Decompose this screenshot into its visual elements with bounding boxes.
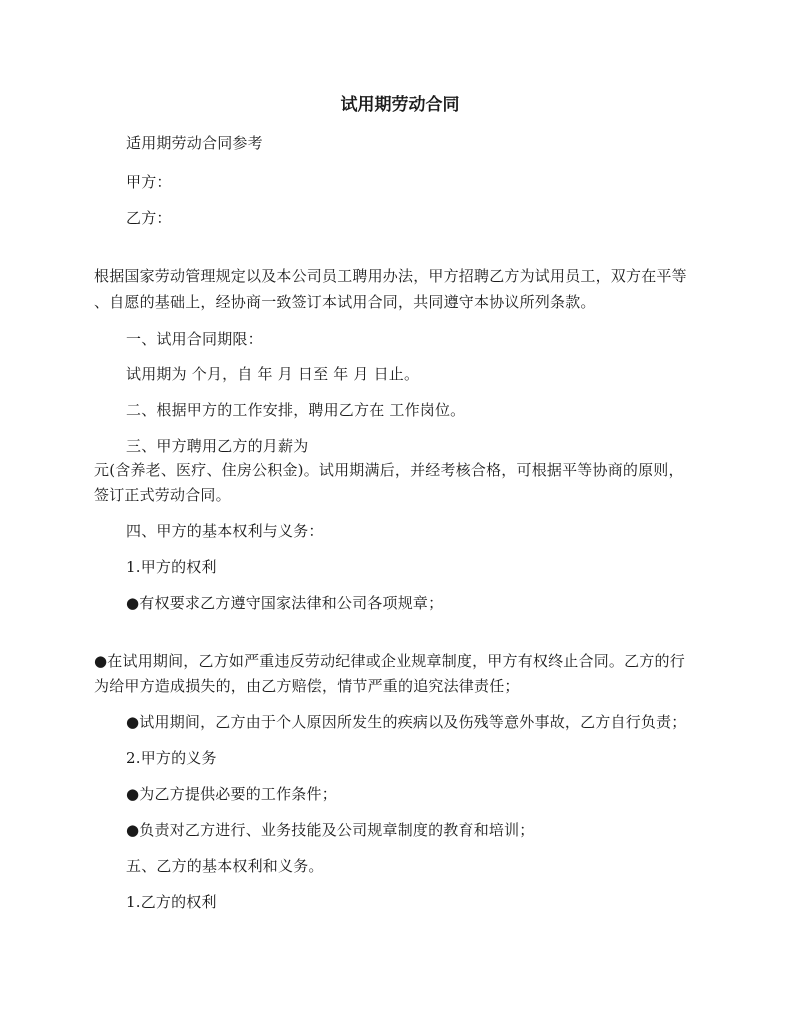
list-item: ●负责对乙方进行、业务技能及公司规章制度的教育和培训； [126,821,535,839]
list-item: ●为乙方提供必要的工作条件； [126,785,337,803]
subsection-heading: 1.甲方的权利 [126,558,217,576]
list-item: ●试用期间，乙方由于个人原因所发生的疾病以及伤残等意外事故，乙方自行负责； [126,713,687,731]
intro-paragraph-line: 根据国家劳动管理规定以及本公司员工聘用办法，甲方招聘乙方为试用员工，双方在平等 [94,267,687,285]
section-heading: 三、甲方聘用乙方的月薪为 [126,437,309,455]
party-b-label: 乙方： [126,209,172,227]
list-item: ●有权要求乙方遵守国家法律和公司各项规章； [126,594,444,612]
list-item: ●在试用期间，乙方如严重违反劳动纪律或企业规章制度，甲方有权终止合同。乙方的行 [94,652,685,670]
document-title: 试用期劳动合同 [340,95,460,115]
subsection-heading: 2.甲方的义务 [126,749,217,767]
section-heading: 五、乙方的基本权利和义务。 [126,857,324,875]
paragraph-line: 元(含养老、医疗、住房公积金)。试用期满后，并经考核合格，可根据平等协商的原则， [94,461,684,479]
party-a-label: 甲方： [126,173,172,191]
section-heading: 二、根据甲方的工作安排，聘用乙方在 工作岗位。 [126,401,466,419]
document-subtitle: 适用期劳动合同参考 [126,134,263,152]
section-heading: 一、试用合同期限： [126,330,263,348]
list-item-continuation: 为给甲方造成损失的，由乙方赔偿，情节严重的追究法律责任； [94,677,520,695]
paragraph-line: 签订正式劳动合同。 [94,486,231,504]
section-heading: 四、甲方的基本权利与义务： [126,522,324,540]
paragraph: 试用期为 个月，自 年 月 日至 年 月 日止。 [126,365,420,383]
subsection-heading: 1.乙方的权利 [126,893,217,911]
intro-paragraph-line: 、自愿的基础上，经协商一致签订本试用合同，共同遵守本协议所列条款。 [94,293,596,311]
